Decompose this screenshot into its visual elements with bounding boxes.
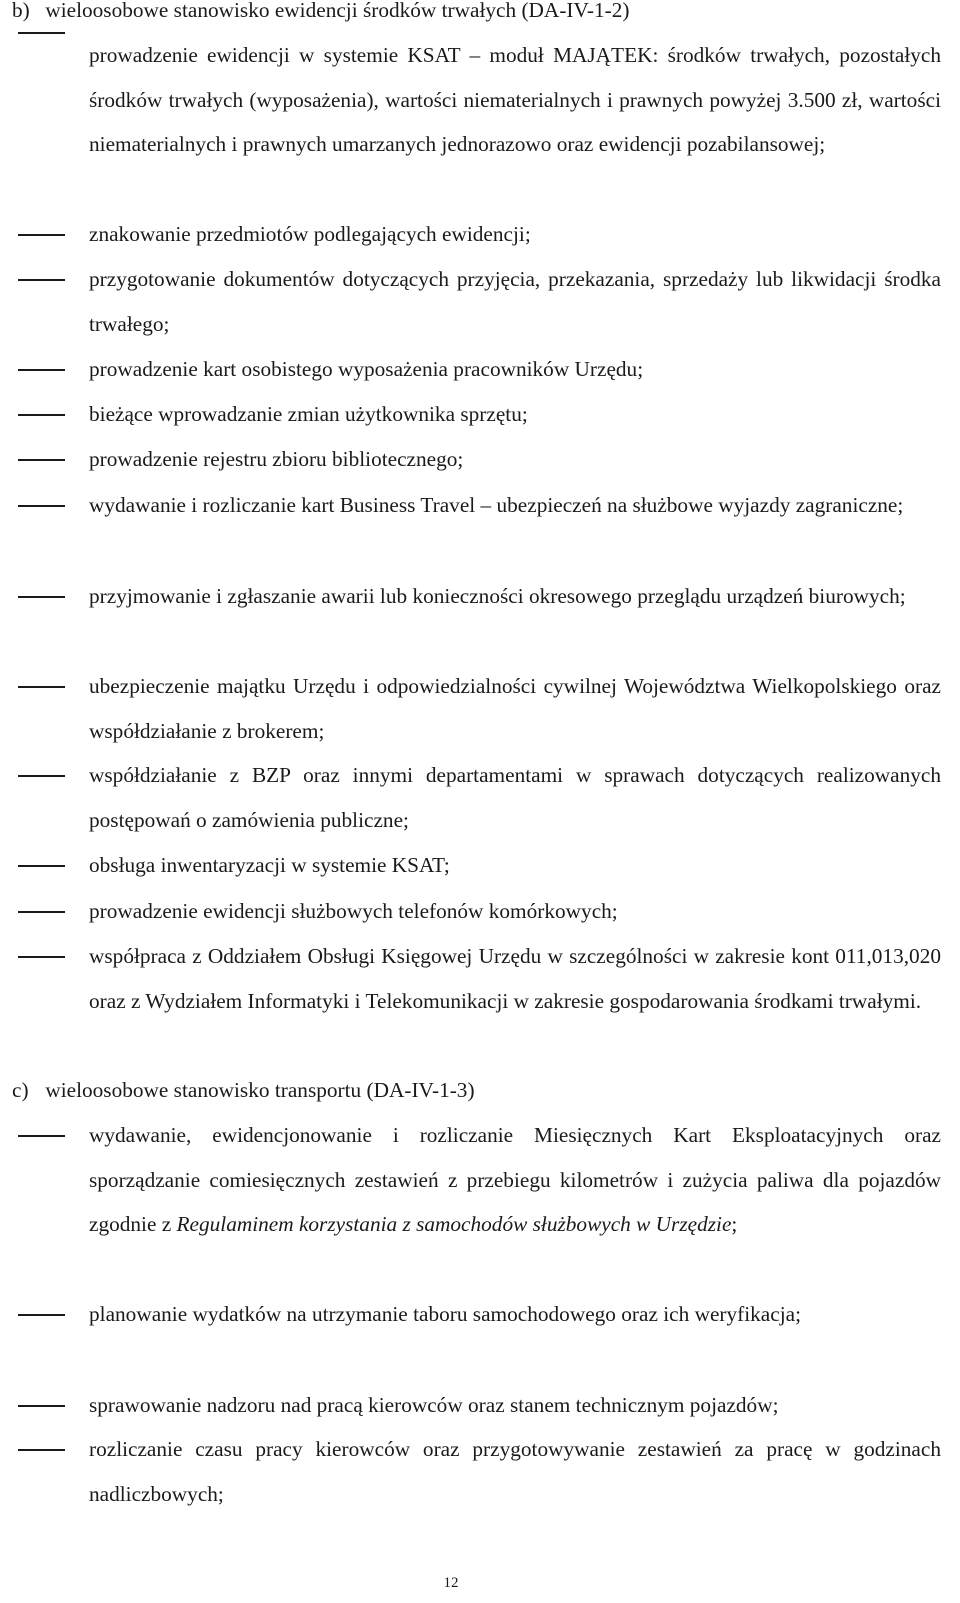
list-item: prowadzenie rejestru zbioru bibliotecznego; [89,447,464,471]
list-item: współpraca z Oddziałem Obsługi Księgowej Urzędu w szczególności w zakresie kont 011,013,020 oraz z Wydziałem Informatyki i Telekomunikacji w zakresie gospodarowania środkami trwałymi. [89,944,941,1013]
dash-bullet [18,505,65,507]
list-item-text: wydawanie, ewidencjonowanie i rozliczanie Miesięcznych Kart Eksploatacyjnych oraz sporządzanie comiesięcznych zestawień z przebiegu kilometrów i zużycia paliwa dla pojazdów zgodnie z [89,1123,941,1237]
dash-bullet [18,956,65,958]
list-item: planowanie wydatków na utrzymanie taboru samochodowego oraz ich weryfikacja; [89,1302,802,1326]
dash-bullet [18,1449,65,1451]
list-item: prowadzenie ewidencji służbowych telefonów komórkowych; [89,899,618,923]
list-item: sprawowanie nadzoru nad pracą kierowców oraz stanem technicznym pojazdów; [89,1393,779,1417]
dash-bullet [18,865,65,867]
dash-bullet [18,775,65,777]
dash-bullet [18,596,65,598]
section-heading-b [12,0,942,33]
list-item: rozliczanie czasu pracy kierowców oraz przygotowywanie zestawień za pracę w godzinach nadliczbowych; [89,1437,941,1506]
dash-bullet [18,32,65,34]
list-item-tail: ; [731,1212,738,1237]
section-letter: c) [12,1078,29,1102]
dash-bullet [18,1135,65,1137]
list-item: prowadzenie ewidencji w systemie KSAT – moduł MAJĄTEK: środków trwałych, pozostałych środków trwałych (wyposażenia), wartości niematerialnych i prawnych powyżej 3.500 zł, wartości niematerialnych i prawnych umarzanych jednorazowo oraz ewidencji pozabilansowej; [89,43,941,157]
list-item: obsługa inwentaryzacji w systemie KSAT; [89,853,450,877]
dash-bullet [18,279,65,281]
section-title: wieloosobowe stanowisko transportu (DA-IV-1-3) [45,1078,475,1102]
dash-bullet [18,369,65,371]
section-letter: b) [12,0,30,22]
dash-bullet [18,686,65,688]
section-heading-c [12,1068,942,1113]
list-item: przyjmowanie i zgłaszanie awarii lub konieczności okresowego przeglądu urządzeń biurowych; [89,584,906,608]
dash-bullet [18,459,65,461]
list-item: wydawanie i rozliczanie kart Business Travel – ubezpieczeń na służbowe wyjazdy zagraniczne; [89,493,904,517]
list-item: znakowanie przedmiotów podlegających ewidencji; [89,222,531,246]
list-item: prowadzenie kart osobistego wyposażenia pracowników Urzędu; [89,357,644,381]
dash-bullet [18,1314,65,1316]
list-item: ubezpieczenie majątku Urzędu i odpowiedzialności cywilnej Województwa Wielkopolskiego oraz współdziałanie z brokerem; [89,674,941,743]
page-number: 12 [443,1575,459,1591]
list-item [89,1113,941,1247]
dash-bullet [18,234,65,236]
dash-bullet [18,911,65,913]
list-item: bieżące wprowadzanie zmian użytkownika sprzętu; [89,402,528,426]
list-item: współdziałanie z BZP oraz innymi departamentami w sprawach dotyczących realizowanych postępowań o zamówienia publiczne; [89,763,941,832]
dash-bullet [18,1405,65,1407]
list-item: przygotowanie dokumentów dotyczących przyjęcia, przekazania, sprzedaży lub likwidacji środka trwałego; [89,267,941,336]
regulation-title: Regulaminem korzystania z samochodów służbowych w Urzędzie [176,1212,732,1237]
dash-bullet [18,414,65,416]
section-title: wieloosobowe stanowisko ewidencji środków trwałych (DA-IV-1-2) [45,0,630,22]
